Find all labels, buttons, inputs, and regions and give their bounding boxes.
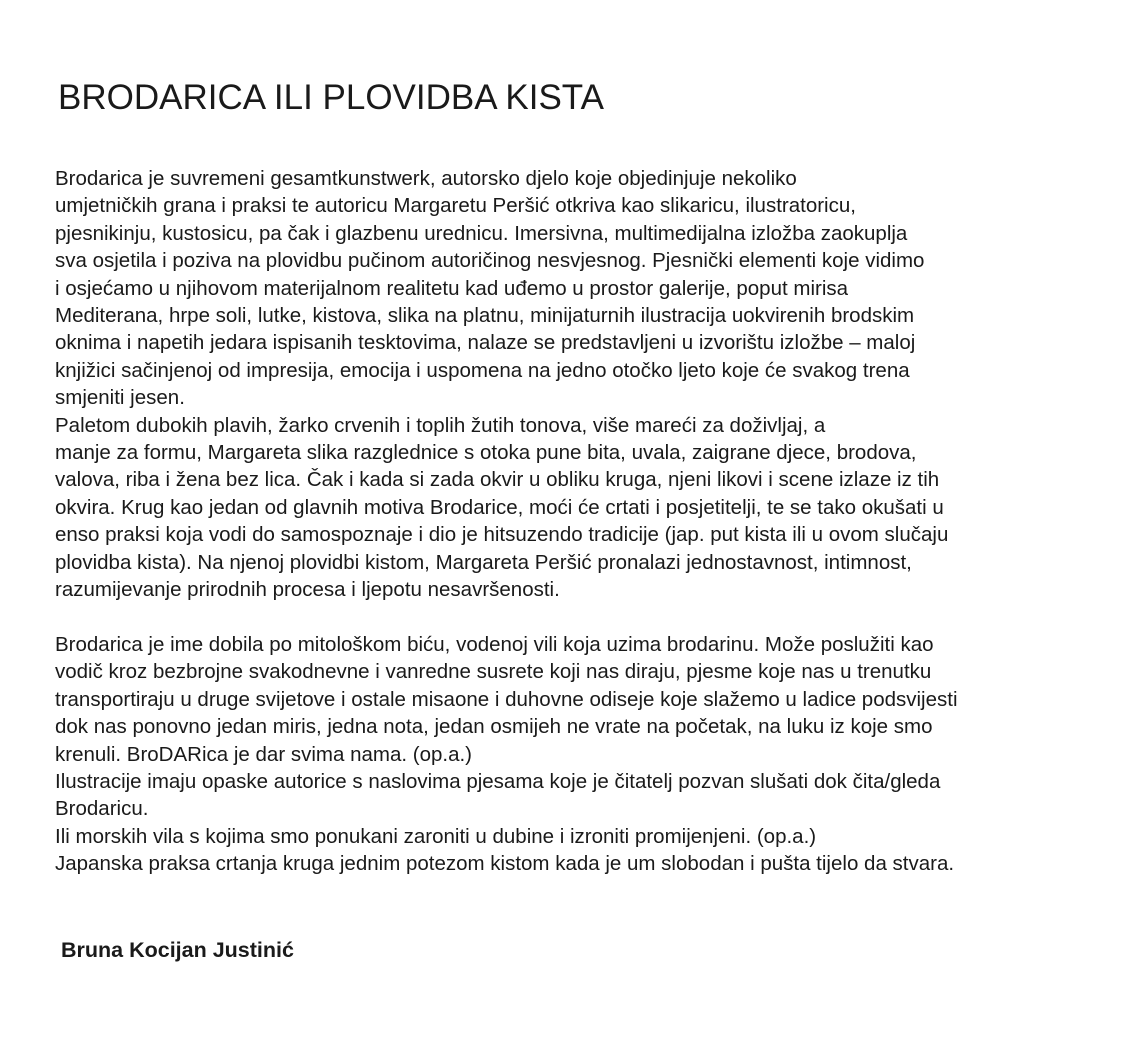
body-line	[55, 604, 1125, 631]
body-line: Japanska praksa crtanja kruga jednim potezom kistom kada je um slobodan i pušta tijelo da stvara.	[55, 852, 955, 876]
body-line: Ili morskih vila s kojima smo ponukani zaroniti u dubine i izroniti promijenjeni. (op.a.)	[55, 824, 817, 848]
author-signature: Bruna Kocijan Justinić	[61, 938, 294, 962]
body-line: i osjećamo u njihovom materijalnom realitetu kad uđemo u prostor galerije, poput mirisa	[55, 276, 849, 300]
body-line: umjetničkih grana i praksi te autoricu Margaretu Peršić otkriva kao slikaricu, ilustratoricu,	[55, 194, 856, 218]
page-title: BRODARICA ILI PLOVIDBA KISTA	[58, 78, 604, 117]
body-line: Brodaricu.	[55, 797, 149, 821]
body-line: Mediterana, hrpe soli, lutke, kistova, slika na platnu, minijaturnih ilustracija uokvirenih brodskim	[55, 304, 915, 328]
body-line: Brodarica je ime dobila po mitološkom biću, vodenoj vili koja uzima brodarinu. Može poslužiti kao	[55, 632, 934, 656]
body-line: valova, riba i žena bez lica. Čak i kada si zada okvir u obliku kruga, njeni likovi i scene izlaze iz tih	[55, 468, 940, 492]
body-line: sva osjetila i poziva na plovidbu pučinom autoričinog nesvjesnog. Pjesnički elementi koje vidimo	[55, 249, 925, 273]
body-line: manje za formu, Margareta slika razglednice s otoka pune bita, uvala, zaigrane djece, brodova,	[55, 441, 917, 465]
body-line: Paletom dubokih plavih, žarko crvenih i toplih žutih tonova, više mareći za doživljaj, a	[55, 413, 826, 437]
body-line: pjesnikinju, kustosicu, pa čak i glazbenu urednicu. Imersivna, multimedijalna izložba zaokuplja	[55, 221, 908, 245]
body-line: okvira. Krug kao jedan od glavnih motiva Brodarice, moći će crtati i posjetitelji, te se tako okušati u	[55, 495, 944, 519]
body-line: smjeniti jesen.	[55, 386, 185, 410]
body-line: vodič kroz bezbrojne svakodnevne i vanredne susrete koji nas diraju, pjesme koje nas u trenutku	[55, 660, 932, 684]
body-line: Ilustracije imaju opaske autorice s naslovima pjesama koje je čitatelj pozvan slušati dok čita/gleda	[55, 769, 941, 793]
body-line: enso praksi koja vodi do samospoznaje i dio je hitsuzendo tradicije (jap. put kista ili u ovom slučaju	[55, 523, 949, 547]
body-line: razumijevanje prirodnih procesa i ljepotu nesavršenosti.	[55, 578, 560, 602]
body-line: knjižici sačinjenoj od impresija, emocija i uspomena na jedno otočko ljeto koje će svakog trena	[55, 358, 910, 382]
article-body	[55, 165, 1125, 878]
body-line: plovidba kista). Na njenoj plovidbi kistom, Margareta Peršić pronalazi jednostavnost, intimnost,	[55, 550, 912, 574]
body-line: krenuli. BroDARica je dar svima nama. (op.a.)	[55, 742, 472, 766]
body-line: transportiraju u druge svijetove i ostale misaone i duhovne odiseje koje slažemo u ladice podsvijesti	[55, 687, 958, 711]
body-line: dok nas ponovno jedan miris, jedna nota, jedan osmijeh ne vrate na početak, na luku iz koje smo	[55, 715, 933, 739]
body-line: oknima i napetih jedara ispisanih tesktovima, nalaze se predstavljeni u izvorištu izložbe – maloj	[55, 331, 916, 355]
body-line: Brodarica je suvremeni gesamtkunstwerk, autorsko djelo koje objedinjuje nekoliko	[55, 167, 797, 190]
